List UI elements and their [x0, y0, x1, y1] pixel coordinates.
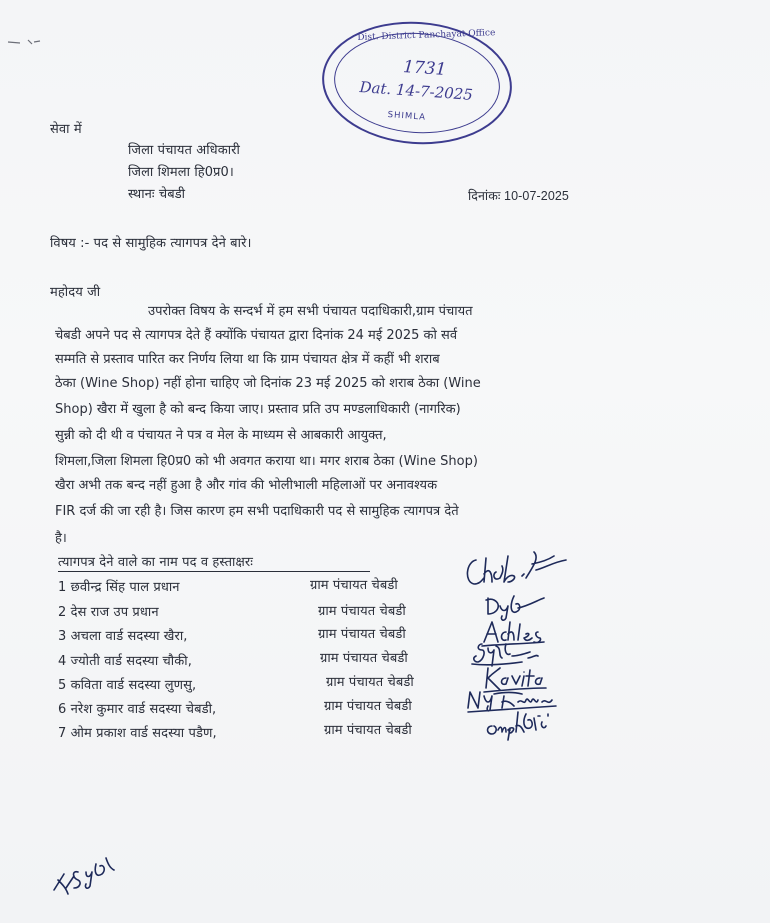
corner-mark [6, 36, 46, 48]
body-line: है। [55, 531, 67, 546]
signatory-name: 2 देस राज उप प्रधान [58, 605, 159, 620]
signatory-panchayat: ग्राम पंचायत चेबडी [324, 699, 412, 714]
addressee-line-3: स्थानः चेबडी [128, 187, 186, 202]
signatories-heading: त्यागपत्र देने वाले का नाम पद व हस्ताक्षरः [58, 555, 253, 570]
signatory-name: 6 नरेश कुमार वार्ड सदस्या चेबडी, [58, 702, 217, 717]
signatory-panchayat: ग्राम पंचायत चेबडी [324, 723, 412, 738]
signatory-panchayat: ग्राम पंचायत चेबडी [326, 675, 414, 690]
salutation-to: सेवा में [50, 122, 82, 137]
heading-underline [58, 571, 370, 572]
body-line: Shop) खैरा में खुला है को बन्द किया जाए। प्रस्ताव प्रति उप मण्डलाधिकारी (नागरिक) [55, 402, 461, 417]
body-line: सम्मति से प्रस्ताव पारित कर निर्णय लिया था कि ग्राम पंचायत क्षेत्र में कहीं भी शराब [55, 352, 440, 367]
signatory-panchayat: ग्राम पंचायत चेबडी [310, 578, 398, 593]
signatory-panchayat: ग्राम पंचायत चेबडी [318, 627, 406, 642]
signature-7-image [482, 708, 550, 742]
body-line: उपरोक्त विषय के सन्दर्भ में हम सभी पंचायत पदाधिकारी,ग्राम पंचायत [148, 304, 473, 319]
body-line: शिमला,जिला शिमला हि0प्र0 को भी अवगत कराया था। मगर शराब ठेका (Wine Shop) [55, 454, 478, 469]
stamp-arc-text: Dist. District Panchayat Office [357, 28, 496, 43]
body-line: खैरा अभी तक बन्द नहीं हुआ है और गांव की भोलीभाली महिलाओं पर अनावश्यक [55, 478, 438, 493]
addressee-line-1: जिला पंचायत अधिकारी [128, 143, 240, 158]
body-line: ठेका (Wine Shop) नहीं होना चाहिए जो दिनांक 23 मई 2025 को शराब ठेका (Wine [55, 376, 481, 391]
body-line: सुन्नी को दी थी व पंचायत ने पत्र व मेल के माध्यम से आबकारी आयुक्त, [55, 428, 387, 443]
stamp-place: SHIMLA [387, 110, 427, 123]
body-line: चेबडी अपने पद से त्यागपत्र देते हैं क्योंकि पंचायत द्वारा दिनांक 24 मई 2025 को सर्व [55, 328, 458, 343]
body-line: FIR दर्ज की जा रही है। जिस कारण हम सभी पदाधिकारी पद से सामुहिक त्यागपत्र देते [55, 504, 459, 519]
stamp-number: 1731 [402, 57, 447, 80]
greeting: महोदय जी [50, 285, 101, 300]
signatory-panchayat: ग्राम पंचायत चेबडी [320, 651, 408, 666]
signatory-name: 5 कविता वार्ड सदस्या लुणसु, [58, 678, 197, 693]
stamp-date: Dat. 14-7-2025 [358, 78, 474, 104]
signatory-panchayat: ग्राम पंचायत चेबडी [318, 604, 406, 619]
footer-signature-image [48, 850, 120, 898]
subject-line: विषय :- पद से सामुहिक त्यागपत्र देने बारे। [50, 236, 252, 251]
letter-date: दिनांकः 10-07-2025 [468, 189, 569, 203]
signature-1-image [462, 548, 574, 594]
office-stamp [318, 16, 516, 151]
signatory-name: 7 ओम प्रकाश वार्ड सदस्या पडैण, [58, 726, 217, 741]
signatory-name: 1 छवीन्द्र सिंह पाल प्रधान [58, 580, 180, 595]
signatory-name: 3 अचला वार्ड सदस्या खैरा, [58, 629, 188, 644]
signatory-name: 4 ज्योती वार्ड सदस्या चौकी, [58, 654, 192, 669]
addressee-line-2: जिला शिमला हि0प्र0। [128, 165, 234, 180]
